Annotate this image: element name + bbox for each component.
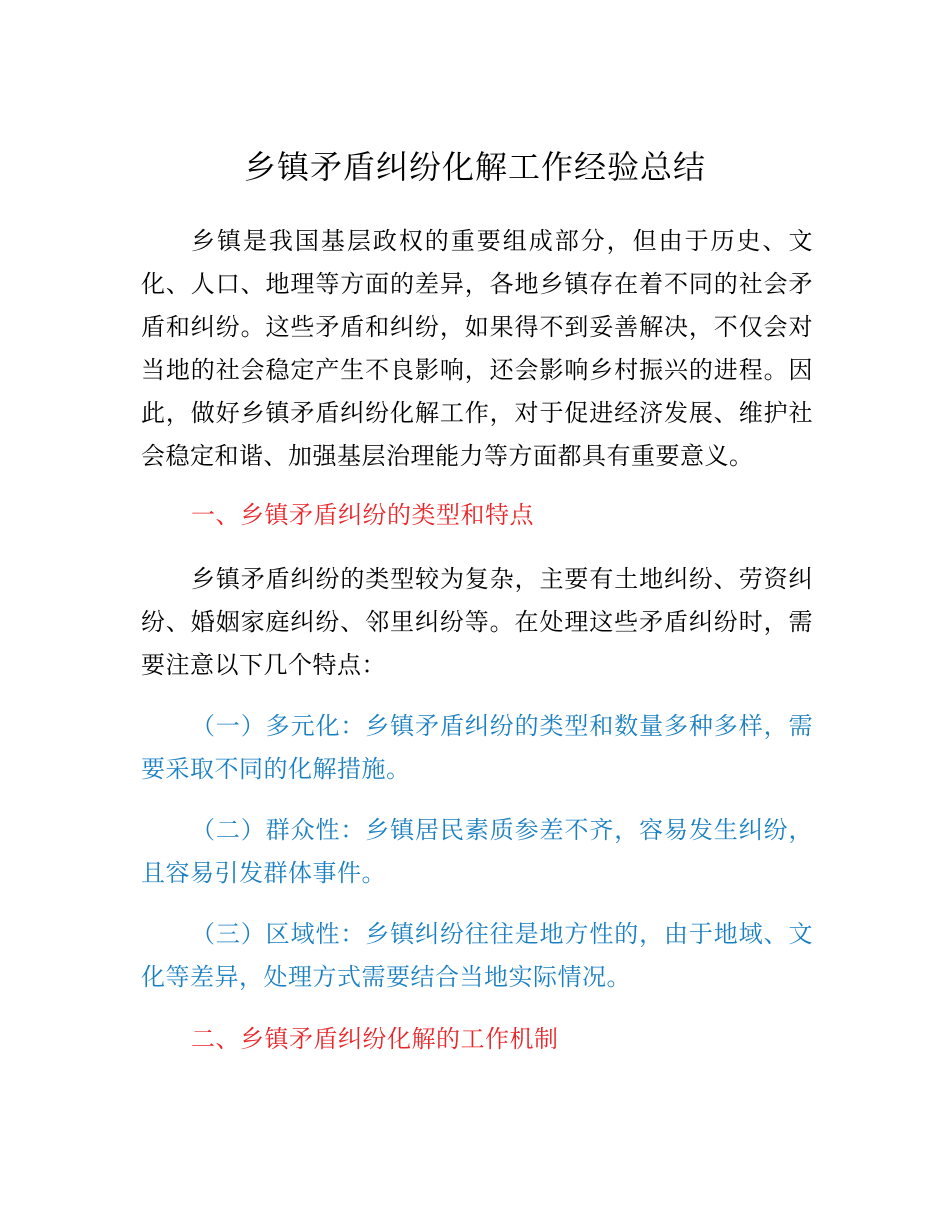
section-1-heading: 一、乡镇矛盾纠纷的类型和特点 bbox=[191, 501, 534, 529]
document-title: 乡镇矛盾纠纷化解工作经验总结 bbox=[243, 148, 706, 186]
section-2-heading: 二、乡镇矛盾纠纷化解的工作机制 bbox=[191, 1025, 559, 1053]
section-1-point-3: （三）区域性：乡镇纠纷往往是地方性的，由于地域、文化等差异，处理方式需要结合当地实际情况。 bbox=[141, 920, 813, 991]
section-1-body: 乡镇矛盾纠纷的类型较为复杂，主要有土地纠纷、劳资纠纷、婚姻家庭纠纷、邻里纠纷等。在处理这些矛盾纠纷时，需要注意以下几个特点： bbox=[141, 565, 813, 679]
section-1-point-2: （二）群众性：乡镇居民素质参差不齐，容易发生纠纷，且容易引发群体事件。 bbox=[141, 816, 813, 887]
section-1-point-1: （一）多元化：乡镇矛盾纠纷的类型和数量多种多样，需要采取不同的化解措施。 bbox=[141, 712, 813, 783]
intro-paragraph: 乡镇是我国基层政权的重要组成部分，但由于历史、文化、人口、地理等方面的差异，各地乡镇存在着不同的社会矛盾和纠纷。这些矛盾和纠纷，如果得不到妥善解决，不仅会对当地的社会稳定产生不良影响，还会影响乡村振兴的进程。因此，做好乡镇矛盾纠纷化解工作，对于促进经济发展、维护社会稳定和谐、加强基层治理能力等方面都具有重要意义。 bbox=[141, 227, 813, 470]
